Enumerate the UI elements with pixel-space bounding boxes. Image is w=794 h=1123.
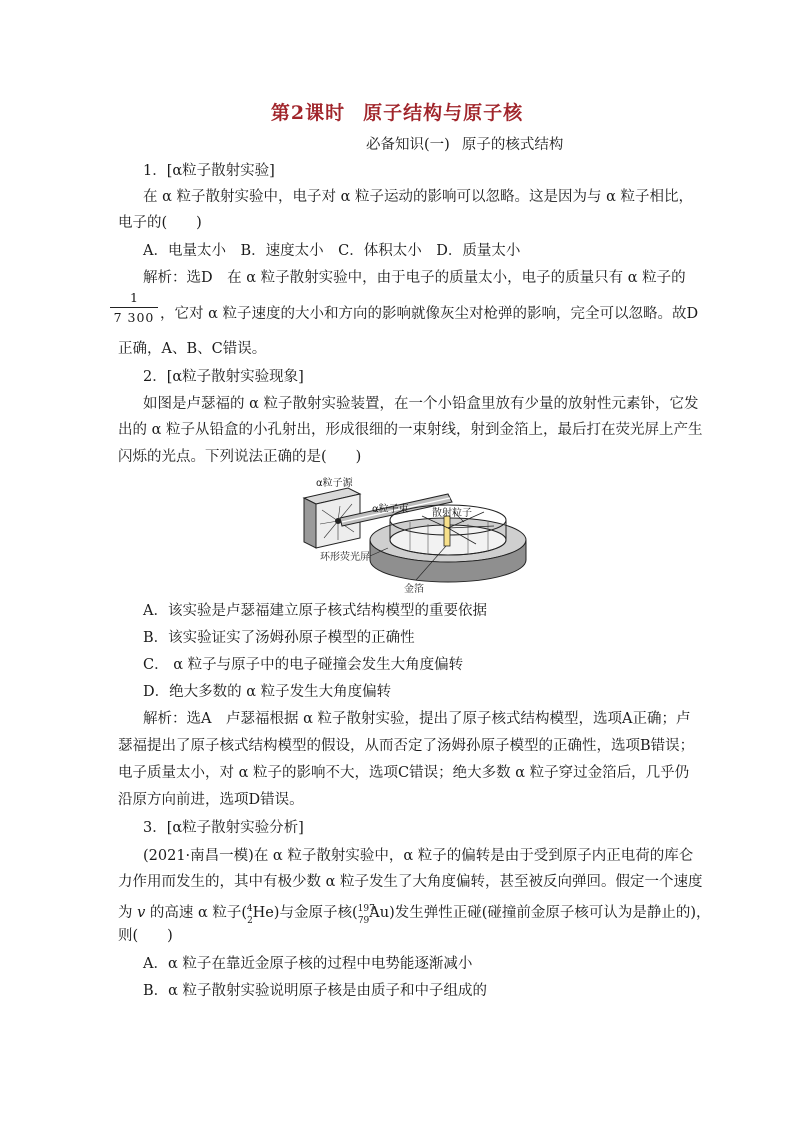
q1-analysis-line1: 解析：选D 在 α 粒子散射实验中，由于电子的质量太小，电子的质量只有 α 粒子的 <box>143 270 686 286</box>
lesson-number: 第2课时 <box>270 102 346 124</box>
helium-symbol: He <box>252 904 274 921</box>
rutherford-apparatus-diagram <box>298 472 530 594</box>
q3-tag: 3．[α粒子散射实验分析] <box>143 820 304 836</box>
gold-mass-number: 197 <box>357 904 375 914</box>
q3-option-a: A．α 粒子在靠近金原子核的过程中电势能逐渐减小 <box>143 956 473 972</box>
q3-stem-line4: 则( ) <box>118 928 173 944</box>
q2-stem-line1: 如图是卢瑟福的 α 粒子散射实验装置，在一个小铅盒里放有少量的放射性元素钋，它发 <box>143 396 699 412</box>
q1-tag: 1．[α粒子散射实验] <box>143 163 275 179</box>
label-alpha-beam: α粒子束 <box>372 504 409 515</box>
q2-option-c: C． α 粒子与原子中的电子碰撞会发生大角度偏转 <box>143 657 464 673</box>
q1-options: A．电量太小 B．速度太小 C．体积太小 D．质量太小 <box>143 243 521 259</box>
lesson-title <box>0 98 794 125</box>
section-topic: 原子的核式结构 <box>461 137 564 153</box>
label-ring-screen: 环形荧光屏 <box>320 552 370 563</box>
q2-analysis-line3: 电子质量太小，对 α 粒子的影响不大，选项C错误；绝大多数 α 粒子穿过金箔后，几乎仍 <box>118 765 690 781</box>
fraction-numerator: 1 <box>130 290 138 305</box>
q2-analysis-line4: 沿原方向前进，选项D错误。 <box>118 792 304 808</box>
label-scattered-particles: 散射粒子 <box>432 508 472 519</box>
text-fragment: 的高速 α 粒子( <box>145 904 248 921</box>
q2-tag: 2．[α粒子散射实验现象] <box>143 369 304 385</box>
section-number: 必备知识(一) <box>366 137 450 153</box>
section-heading <box>366 133 563 154</box>
mass-ratio-fraction <box>110 290 158 325</box>
q3-stem-line2: 力作用而发生的，其中有极少数 α 粒子发生了大角度偏转，甚至被反向弹回。假定一个速度 <box>118 874 703 890</box>
gold-atomic-number: 79 <box>357 915 370 926</box>
text-fragment: )发生弹性正碰(碰撞前金原子核可认为是静止的)， <box>389 904 711 921</box>
q1-stem-line2: 电子的( ) <box>118 215 202 231</box>
q3-option-b: B．α 粒子散射实验说明原子核是由质子和中子组成的 <box>143 983 488 999</box>
q1-analysis-line2: ，它对 α 粒子速度的大小和方向的影响就像灰尘对枪弹的影响，完全可以忽略。故D <box>160 306 699 322</box>
helium-mass-number: 4 <box>246 904 253 914</box>
fraction-denominator: 7 300 <box>113 310 155 325</box>
label-alpha-source: α粒子源 <box>316 478 353 489</box>
q2-analysis-line1: 解析：选A 卢瑟福根据 α 粒子散射实验，提出了原子核式结构模型，选项A正确；卢 <box>143 711 691 727</box>
velocity-symbol: v <box>137 904 146 921</box>
q2-analysis-line2: 瑟福提出了原子核式结构模型的假设，从而否定了汤姆孙原子模型的正确性，选项B错误； <box>118 738 695 754</box>
label-gold-foil: 金箔 <box>404 584 424 595</box>
text-fragment: )与金原子核( <box>273 904 358 921</box>
q3-stem-line3 <box>118 899 711 929</box>
q2-stem-line2: 出的 α 粒子从铅盒的小孔射出，形成很细的一束射线，射到金箔上，最后打在荧光屏上产生 <box>118 422 703 438</box>
q1-analysis-line3: 正确，A、B、C错误。 <box>118 341 267 357</box>
q2-option-a: A．该实验是卢瑟福建立原子核式结构模型的重要依据 <box>143 603 487 619</box>
gold-symbol: Au <box>369 904 390 921</box>
lesson-topic: 原子结构与原子核 <box>363 102 524 124</box>
helium-atomic-number: 2 <box>247 915 253 926</box>
q2-stem-line3: 闪烁的光点。下列说法正确的是( ) <box>118 449 362 465</box>
q2-option-b: B．该实验证实了汤姆孙原子模型的正确性 <box>143 630 415 646</box>
q1-stem-line1: 在 α 粒子散射实验中，电子对 α 粒子运动的影响可以忽略。这是因为与 α 粒子相比， <box>143 189 694 205</box>
q2-option-d: D．绝大多数的 α 粒子发生大角度偏转 <box>143 684 392 700</box>
text-fragment: 为 <box>118 904 138 921</box>
q3-stem-line1: (2021·南昌一模)在 α 粒子散射实验中，α 粒子的偏转是由于受到原子内正电荷的库仑 <box>143 848 694 864</box>
